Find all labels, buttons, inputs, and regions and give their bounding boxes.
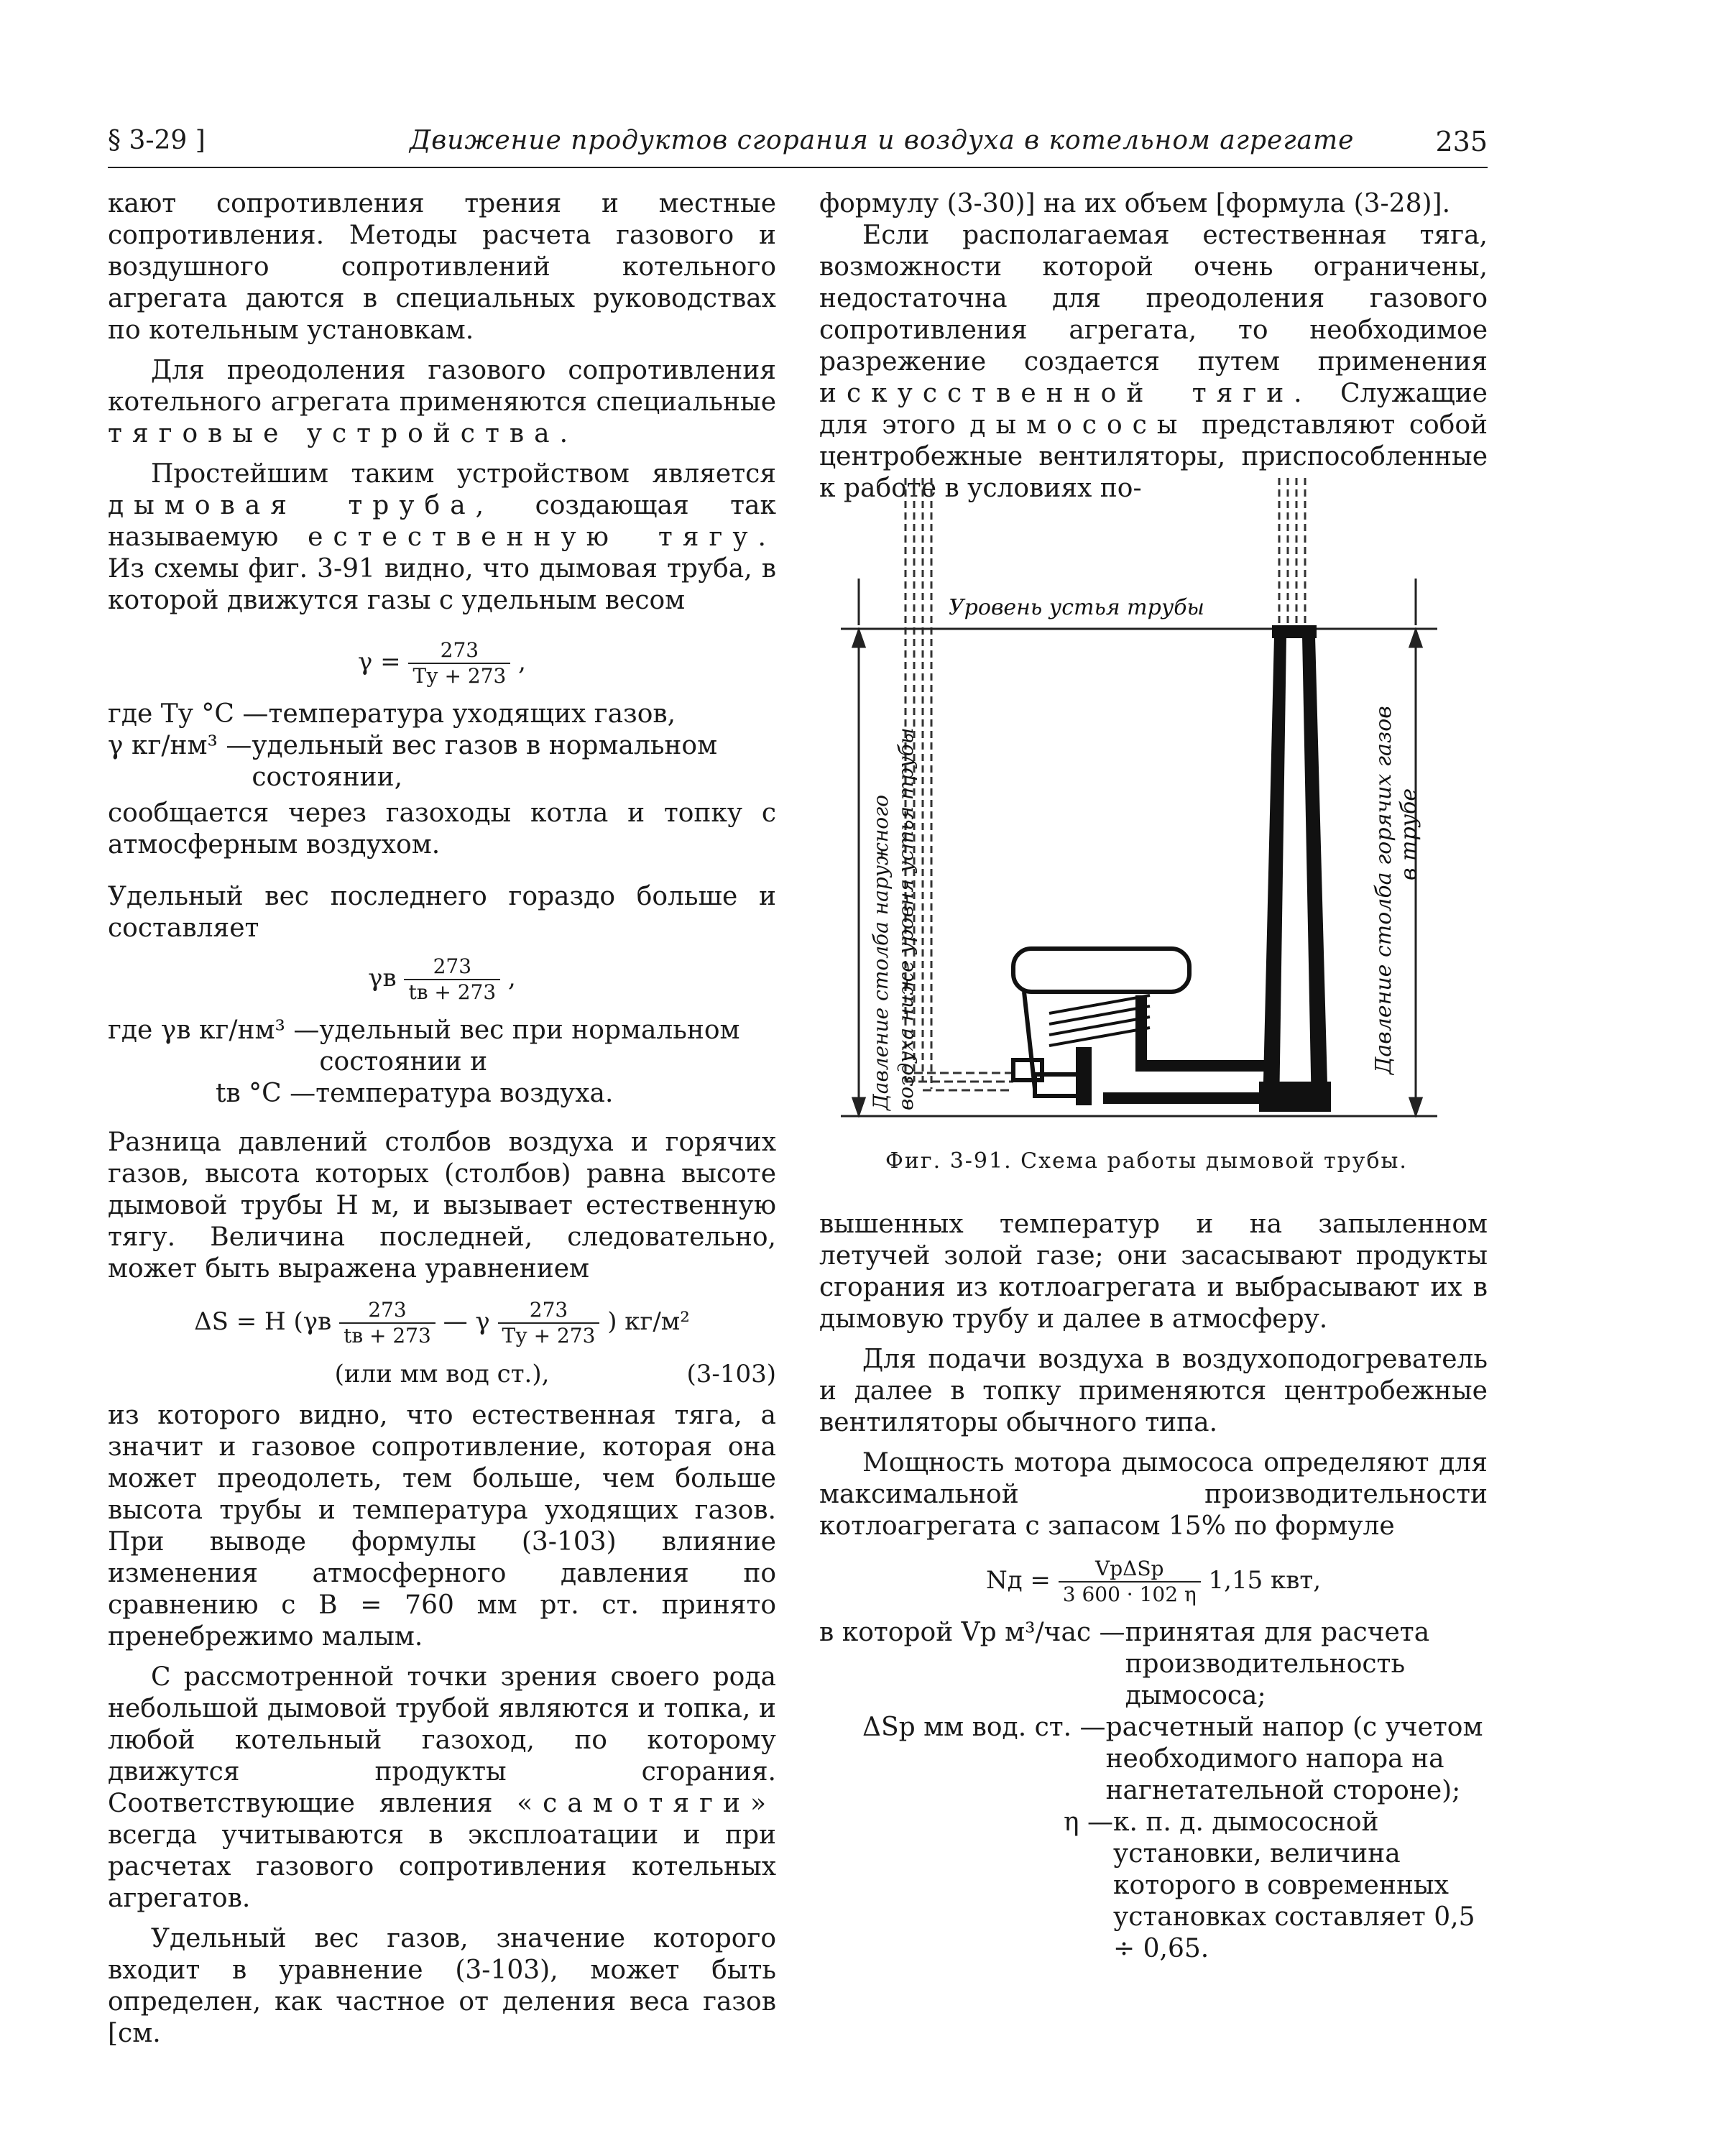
- formula-lhs: Nд =: [985, 1566, 1059, 1595]
- numerator: 273: [408, 638, 510, 664]
- text: Для преодоления газового сопротивления котельного агрегата применяются специальные: [108, 356, 776, 417]
- chimney-diagram: [819, 478, 1444, 1132]
- paragraph: из которого видно, что естественная тяга, а значит и газовое сопротивление, которая она может преодолеть, тем больше, чем больше высота трубы и температура уходящих газов. При выводе формулы (3-103) влияние изменения атмосферного давления по сравнению с B = 760 мм рт. ст. принято пренебрежимо малым.: [108, 1401, 776, 1651]
- numerator: 273: [339, 1298, 435, 1324]
- text: С рассмотренной точки зрения своего рода небольшой дымовой трубой являются и топка, и любой котельный газоход, по которому движутся продукты сгорания. Соответствующие явления: [108, 1662, 776, 1818]
- spaced-term: искусственной тяги.: [819, 379, 1312, 408]
- paragraph: [108, 1662, 776, 1915]
- spaced-term: тяговые устройства.: [108, 419, 579, 448]
- formula-units-text: (или мм вод ст.),: [334, 1360, 550, 1388]
- def-symbol: tв °C —: [216, 1079, 316, 1108]
- formula-lhs: γв: [368, 964, 405, 992]
- formula-tail: ,: [518, 648, 526, 676]
- fraction: [1059, 1557, 1201, 1607]
- formula-draft: [108, 1298, 776, 1348]
- def-symbol: где Tу °C —: [108, 699, 269, 729]
- formula-part: — γ: [443, 1307, 498, 1336]
- paragraph: Удельный вес газов, значение которого входит в уравнение (3-103), может быть определен, как частное от деления веса газов [см.: [108, 1924, 776, 2048]
- label-right-1: Давление столба горячих газов: [1371, 706, 1396, 1074]
- fraction: [339, 1298, 435, 1348]
- text: создающая так называемую: [108, 491, 777, 552]
- left-column: [108, 188, 776, 2050]
- denominator: 3 600 · 102 η: [1062, 1583, 1197, 1606]
- formula-power: [819, 1557, 1488, 1607]
- section-number: § 3-29 ]: [108, 126, 206, 155]
- definitions: [108, 699, 776, 793]
- left-dimension-arrow: [853, 579, 865, 1115]
- denominator: tв + 273: [344, 1324, 431, 1348]
- def-text: к. п. д. дымососной установки, величина которого в современных установках составляет 0,5 ÷ 0,65.: [1113, 1807, 1475, 1963]
- right-column-top: [819, 188, 1488, 505]
- text: представляют собой центробежные вентиляторы, приспособленные к работе в условиях по-: [819, 410, 1488, 503]
- paragraph: Удельный вес последнего гораздо больше и составляет: [108, 882, 776, 943]
- def-symbol: где γв кг/нм³ —: [108, 1015, 320, 1045]
- gas-column-hatching: [1279, 478, 1305, 625]
- paragraph: [819, 220, 1488, 505]
- formula-gamma-air: [108, 954, 776, 1005]
- spaced-term: дымососы: [969, 410, 1188, 440]
- right-column-bottom: [819, 1209, 1488, 1969]
- spaced-term: «самотяги»: [517, 1789, 776, 1818]
- numerator: VpΔSp: [1059, 1557, 1201, 1583]
- def-text: температура воздуха.: [315, 1079, 614, 1108]
- formula-tail: ,: [508, 964, 516, 992]
- formula-part: ΔS = H (γв: [194, 1307, 340, 1336]
- def-symbol: в которой Vp м³/час —: [819, 1618, 1125, 1647]
- def-text: температура уходящих газов,: [268, 699, 676, 729]
- figure-caption: Фиг. 3-91. Схема работы дымовой трубы.: [885, 1148, 1408, 1174]
- def-symbol: ΔSp мм вод. ст. —: [862, 1713, 1106, 1742]
- def-text: удельный вес при нормальном состоянии и: [319, 1015, 740, 1077]
- formula-gamma: [108, 638, 776, 688]
- denominator: tв + 273: [408, 980, 497, 1004]
- def-text: принятая для расчета производительность дымососа;: [1125, 1618, 1430, 1710]
- text: Из схемы фиг. 3-91 видно, что дымовая труба, в которой движутся газы с удельным весом: [108, 554, 776, 615]
- fraction: [408, 638, 510, 688]
- fraction: [404, 954, 500, 1005]
- flue: [1103, 995, 1268, 1104]
- definitions: [819, 1617, 1488, 1965]
- label-right-2: в трубе: [1396, 788, 1421, 880]
- running-title: Движение продуктов сгорания и воздуха в котельном агрегате: [410, 126, 1355, 155]
- air-column-hatching: [905, 478, 1013, 1090]
- paragraph: [108, 355, 776, 450]
- label-left-2: воздуха ниже уровня устья трубы: [894, 727, 918, 1110]
- text: всегда учитываются в эксплоатации и при расчетах газового сопротивления котельных агрегатов.: [108, 1820, 776, 1913]
- denominator: Tу + 273: [413, 664, 507, 688]
- paragraph: [108, 459, 776, 617]
- formula-units: [108, 1358, 776, 1390]
- paragraph: кают сопротивления трения и местные сопротивления. Методы расчета газового и воздушного сопротивлений котельного агрегата даются в специальных руководствах по котельным установкам.: [108, 189, 776, 345]
- paragraph: вышенных температур и на запыленном летучей золой газе; они засасывают продукты сгорания из котлоагрегата и выбрасывают их в дымовую трубу и далее в атмосферу.: [819, 1210, 1488, 1334]
- header-rule: [108, 167, 1488, 168]
- paragraph: Разница давлений столбов воздуха и горячих газов, высота которых (столбов) равна высоте дымовой трубы H м, и вызывает естественную тягу. Величина последней, следовательно, может быть выражена уравнением: [108, 1128, 776, 1284]
- numerator: 273: [498, 1298, 600, 1324]
- spaced-term: дымовая труба,: [108, 491, 494, 520]
- paragraph: Мощность мотора дымососа определяют для максимальной производительности котлоагрегата с запасом 15% по формуле: [819, 1448, 1488, 1541]
- page-number: 235: [1435, 126, 1488, 157]
- def-text: удельный вес газов в нормальном состоянии,: [252, 731, 718, 792]
- fraction: [498, 1298, 600, 1348]
- formula-lhs: γ =: [358, 648, 409, 676]
- equation-number: (3-103): [686, 1360, 776, 1388]
- boiler: [1013, 949, 1189, 1103]
- def-symbol: γ кг/нм³ —: [108, 731, 252, 760]
- numerator: 273: [404, 954, 500, 980]
- chimney: [1259, 625, 1331, 1112]
- definitions: [108, 1015, 776, 1110]
- def-text: расчетный напор (с учетом необходимого напора на нагнетательной стороне);: [1105, 1713, 1483, 1805]
- label-mouth-level: Уровень устья трубы: [949, 595, 1204, 620]
- paragraph: формулу (3-30)] на их объем [формула (3-28)].: [819, 189, 1451, 218]
- label-left-1: Давление столба наружного: [869, 794, 893, 1110]
- paragraph: Для подачи воздуха в воздухоподогреватель и далее в топку применяются центробежные вентиляторы обычного типа.: [819, 1345, 1488, 1437]
- formula-tail: 1,15 квт,: [1208, 1566, 1322, 1595]
- text: Простейшим таким устройством является: [151, 459, 776, 489]
- text: Если располагаемая естественная тяга, возможности которой очень ограничены, недостаточна для преодоления газового сопротивления агрегата, то необходимое разрежение создается путем применения: [819, 221, 1488, 377]
- page-header: [108, 126, 1488, 169]
- text: Служащие для этого: [819, 379, 1488, 440]
- paragraph: сообщается через газоходы котла и топку с атмосферным воздухом.: [108, 798, 776, 860]
- formula-part: ) кг/м²: [607, 1307, 690, 1336]
- def-symbol: η —: [1064, 1807, 1114, 1837]
- denominator: Tу + 273: [502, 1324, 596, 1348]
- spaced-term: естественную тягу.: [308, 522, 776, 552]
